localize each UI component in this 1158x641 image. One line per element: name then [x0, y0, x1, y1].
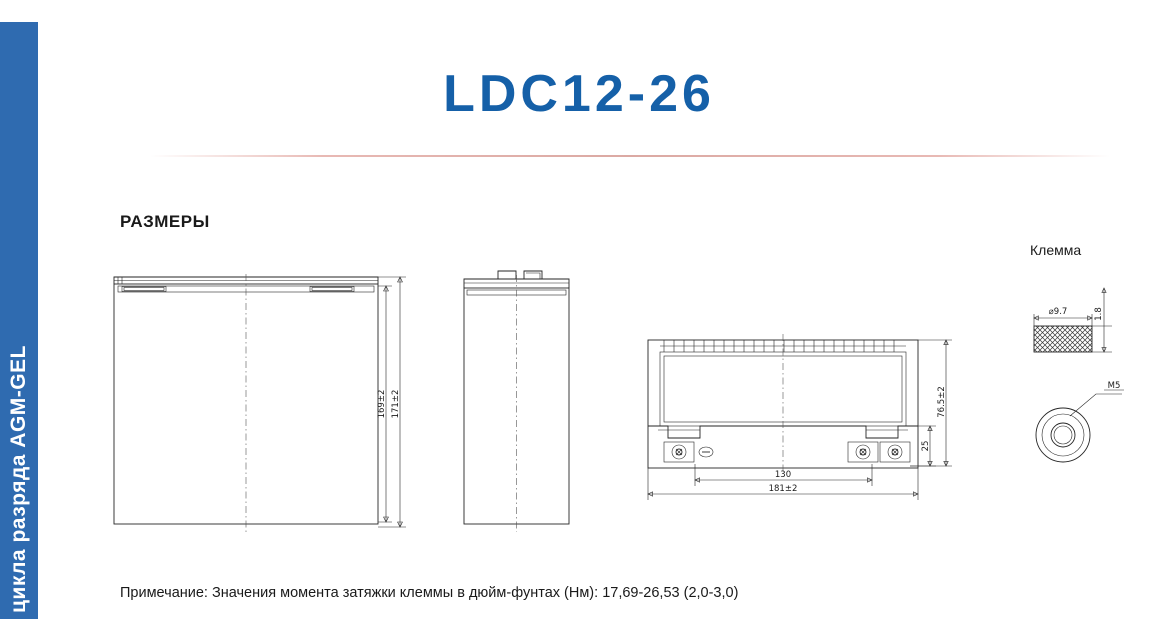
- dim-terminal-thread: M5: [1107, 381, 1121, 391]
- page-title: LDC12-26: [443, 65, 715, 123]
- title-divider: [150, 155, 1110, 157]
- dim-front-height-total: 171±2: [391, 389, 401, 419]
- drawing-front-view: [100, 270, 410, 540]
- drawing-top-view: [640, 330, 980, 510]
- dim-top-width-inner: 130: [774, 470, 792, 480]
- dim-terminal-diameter: ⌀9.7: [1048, 307, 1068, 317]
- drawing-side-view: [450, 270, 590, 540]
- dim-top-depth-total: 76.5±2: [937, 386, 947, 418]
- section-heading-dimensions: РАЗМЕРЫ: [120, 212, 210, 231]
- side-band-label: цикла разряда AGM-GEL: [7, 345, 30, 613]
- terminal-heading: Клемма: [1030, 242, 1082, 258]
- dim-top-width-total: 181±2: [768, 484, 798, 494]
- note-torque: Примечание: Значения момента затяжки клеммы в дюйм-фунтах (Нм): 17,69-26,53 (2,0-3,0): [120, 585, 739, 601]
- drawing-terminal-detail: [1000, 270, 1150, 500]
- dim-terminal-thickness: 1.8: [1094, 307, 1104, 321]
- dim-front-height-inner: 169±2: [377, 389, 387, 419]
- dim-top-depth-inner: 25: [921, 440, 931, 452]
